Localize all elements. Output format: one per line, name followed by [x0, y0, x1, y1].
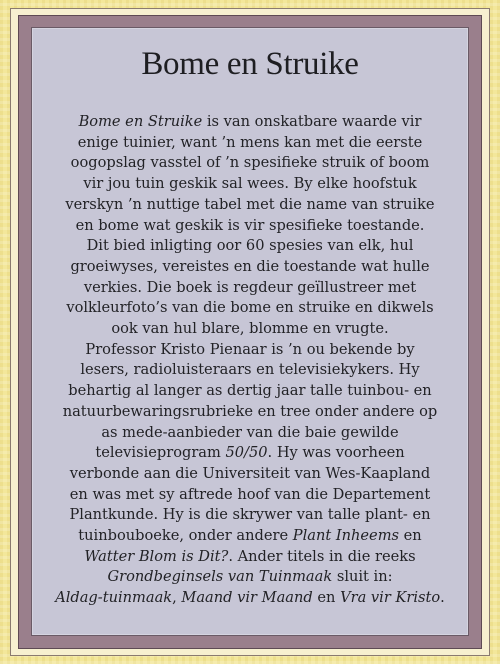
- blurb-line: [32, 381, 468, 402]
- text-run: en: [399, 527, 422, 545]
- text-run: .: [440, 589, 445, 607]
- text-run: is van onskatbare waarde vir: [202, 113, 422, 130]
- italic-title: Watter Blom is Dit?: [84, 547, 229, 565]
- text-run: natuurbewaringsrubrieke en tree onder andere op: [62, 402, 438, 420]
- text-run: lesers, radioluisteraars en televisiekykers. Hy: [80, 361, 420, 379]
- italic-title: Plant Inheems: [292, 527, 400, 545]
- blurb-line: [32, 257, 468, 278]
- italic-title: Grondbeginsels van Tuinmaak: [107, 568, 333, 586]
- text-run: en was met sy aftrede hoof van die Departement: [69, 485, 431, 503]
- text-run: en: [312, 589, 341, 607]
- text-run: vir jou tuin geskik sal wees. By elke hoofstuk: [83, 175, 417, 193]
- text-panel: [31, 27, 469, 636]
- italic-title: Vra vir Kristo: [340, 589, 441, 607]
- text-run: . Hy was voorheen: [267, 444, 405, 462]
- blurb-line: [32, 423, 468, 444]
- blurb-line: [32, 278, 468, 299]
- text-run: ,: [172, 589, 182, 607]
- text-run: behartig al langer as dertig jaar talle tuinbou- en: [68, 382, 432, 400]
- text-run: verkies. Die boek is regdeur geïllustreer met: [83, 278, 417, 296]
- text-run: enige tuinier, want ’n mens kan met die eerste: [77, 133, 423, 151]
- text-run: groeiwyses, vereistes en die toestande wat hulle: [70, 257, 430, 275]
- blurb-line: [32, 505, 468, 526]
- blurb-line: [32, 360, 468, 381]
- text-run: televisieprogram: [95, 444, 226, 462]
- page-title: Bome en Struike: [141, 46, 359, 82]
- text-run: Plantkunde. Hy is die skrywer van talle plant- en: [69, 506, 431, 524]
- blurb-line: [32, 464, 468, 485]
- blurb-line: [32, 112, 468, 133]
- italic-title: 50/50: [225, 444, 268, 462]
- text-run: ook van hul blare, blomme en vrugte.: [111, 320, 389, 338]
- blurb-line: [32, 298, 468, 319]
- italic-title: Maand vir Maand: [181, 589, 313, 607]
- text-run: as mede-aanbieder van die baie gewilde: [101, 423, 399, 441]
- text-run: verbonde aan die Universiteit van Wes-Kaapland: [69, 464, 431, 482]
- text-run: Dit bied inligting oor 60 spesies van elk, hul: [86, 237, 414, 255]
- text-run: tuinbouboeke, onder andere: [78, 527, 293, 545]
- blurb-line: [32, 567, 468, 588]
- blurb-line: [32, 443, 468, 464]
- blurb-line: [32, 340, 468, 361]
- blurb-line: [32, 402, 468, 423]
- text-run: verskyn ’n nuttige tabel met die name van struike: [65, 195, 435, 213]
- blurb-line: [32, 174, 468, 195]
- blurb-line: [32, 195, 468, 216]
- italic-title: Bome en Struike: [78, 113, 203, 130]
- blurb-line: [32, 153, 468, 174]
- blurb-line: [32, 133, 468, 154]
- blurb-line: [32, 547, 468, 568]
- blurb-text: [32, 112, 468, 609]
- blurb-line: [32, 216, 468, 237]
- blurb-line: [32, 485, 468, 506]
- blurb-line: [32, 319, 468, 340]
- blurb-line: [32, 236, 468, 257]
- text-run: . Ander titels in die reeks: [228, 547, 416, 565]
- book-cover-frame: [10, 8, 490, 656]
- text-run: en bome wat geskik is vir spesifieke toestande.: [75, 216, 425, 234]
- text-run: volkleurfoto’s van die bome en struike en dikwels: [66, 299, 434, 317]
- text-run: oogopslag vasstel of ’n spesifieke struik of boom: [70, 154, 430, 172]
- blurb-line: [32, 588, 468, 609]
- text-run: Professor Kristo Pienaar is ’n ou bekende by: [85, 340, 415, 358]
- italic-title: Aldag-tuinmaak: [55, 589, 173, 607]
- mauve-border: [18, 15, 482, 649]
- text-run: sluit in:: [332, 568, 393, 586]
- blurb-line: [32, 526, 468, 547]
